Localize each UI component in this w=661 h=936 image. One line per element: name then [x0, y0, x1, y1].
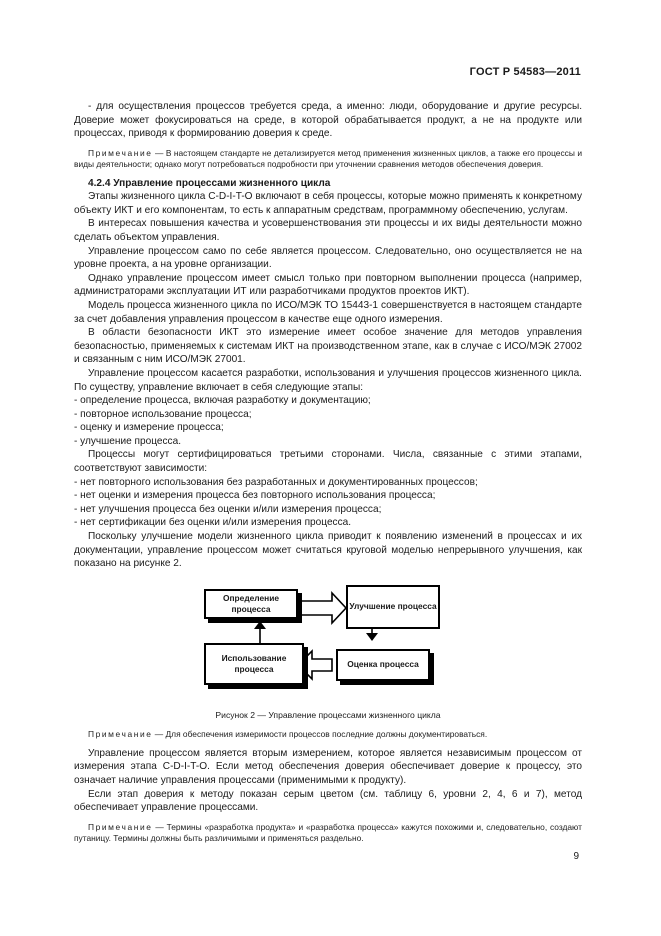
box-improvement: Улучшение процесса	[346, 585, 440, 629]
arrow-right-icon	[300, 593, 346, 623]
figure-2-diagram	[74, 579, 582, 703]
note-label: Примечание	[88, 821, 153, 832]
note-1	[74, 148, 582, 171]
arrow-down-icon	[366, 633, 378, 641]
note-3	[74, 822, 582, 845]
box-usage: Использование процесса	[204, 643, 304, 685]
paragraph: Если этап доверия к методу показан серым цветом (см. таблицу 6, уровни 2, 4, 6 и 7), метод обеспечивает управление процессами.	[74, 788, 582, 814]
paragraph: - для осуществления процессов требуется среда, а именно: люди, оборудование и другие ресурсы. Доверие может фокусироваться на среде, в которой обрабатывается продукт, а не на продукте или процессах, приводя к формированию доверия к среде.	[74, 101, 582, 140]
list-item: - определение процесса, включая разработку и документацию;	[74, 395, 371, 407]
list-item: - нет улучшения процесса без оценки и/или измерения процесса;	[74, 503, 382, 515]
paragraph: Однако управление процессом имеет смысл только при повторном выполнении процесса (например, администраторами эксплуатации ИТ или разработчиками продуктов проектов ИКТ).	[74, 272, 582, 298]
arrow-up-icon	[254, 621, 266, 629]
paragraph: В интересах повышения качества и усовершенствования эти процессы и их виды деятельности можно сделать объектом управления.	[74, 218, 582, 243]
list-item: - повторное использование процесса;	[74, 408, 252, 420]
paragraph: Управление процессом само по себе является процессом. Следовательно, оно осуществляется не на уровне проекта, а на уровне организации.	[74, 245, 582, 271]
paragraph: Управление процессом касается разработки, использования и улучшения процессов жизненного цикла. По существу, управление включает в себя следующие этапы:	[74, 367, 582, 393]
box-definition: Определение процесса	[204, 589, 298, 619]
note-2	[74, 729, 582, 740]
paragraph: Модель процесса жизненного цикла по ИСО/МЭК ТО 15443-1 совершенствуется в настоящем стандарте за счет добавления управления процессом в качестве еще одного измерения.	[74, 299, 582, 325]
box-assessment: Оценка процесса	[336, 649, 430, 681]
figure-caption: Рисунок 2 — Управление процессами жизненного цикла	[215, 709, 441, 720]
section-heading	[74, 177, 582, 191]
list-item: - улучшение процесса.	[74, 435, 182, 447]
list-item: - нет оценки и измерения процесса без повторного использования процесса;	[74, 490, 436, 502]
figure-arrows	[74, 579, 582, 703]
note-label: Примечание	[88, 147, 153, 158]
note-label: Примечание	[88, 729, 153, 740]
paragraph: В области безопасности ИКТ это измерение имеет особое значение для методов управления безопасностью, применяемых к системам ИКТ на производственном этапе, как в случае с ИСО/МЭК 27002 и связанным с ним ИСО/МЭК 27001.	[74, 327, 582, 366]
page-number: 9	[573, 851, 579, 862]
list-item: - нет повторного использования без разработанных и документированных процессов;	[74, 476, 478, 488]
standard-header: ГОСТ Р 54583—2011	[469, 66, 581, 78]
section-title: Управление процессами жизненного цикла	[113, 177, 331, 189]
paragraph: Поскольку улучшение модели жизненного цикла приводит к появлению изменений в процессах и их документации, управление процессом может считаться круговой моделью непрерывного улучшения, как показано на рисунке 2.	[74, 531, 582, 570]
note-text: — В настоящем стандарте не детализируется метод применения жизненных циклов, а также его процессы и виды деятельности; однако могут потребоваться подробности при уточнении сравнения методов обеспечения доверия.	[74, 147, 582, 170]
note-text: — Для обеспечения измеримости процессов последние должны документироваться.	[152, 729, 488, 740]
note-text: — Термины «разработка продукта» и «разработка процесса» кажутся похожими и, следовательно, создают путаницу. Термины должны быть различимыми и применяться раздельно.	[74, 821, 582, 844]
section-number: 4.2.4	[88, 177, 111, 189]
list-item: - оценку и измерение процесса;	[74, 422, 224, 434]
paragraph: Процессы могут сертифицироваться третьими сторонами. Числа, связанные с этими этапами, соответствуют зависимости:	[74, 449, 582, 475]
paragraph: Управление процессом является вторым измерением, которое является независимым процессом от измерения этапа C-D-I-T-O. Если метод обеспечения доверия обеспечивает доверие к процессу, это означает наличие управления процессами (применимыми к продукту).	[74, 747, 582, 786]
paragraph: Этапы жизненного цикла C-D-I-T-O включают в себя процессы, которые можно применять к конкретному объекту ИКТ и его компонентам, то есть к аппаратным средствам, программному обеспечению, услугам.	[74, 191, 582, 216]
document-body	[74, 100, 582, 851]
list-item: - нет сертификации без оценки и/или измерения процесса.	[74, 517, 352, 529]
